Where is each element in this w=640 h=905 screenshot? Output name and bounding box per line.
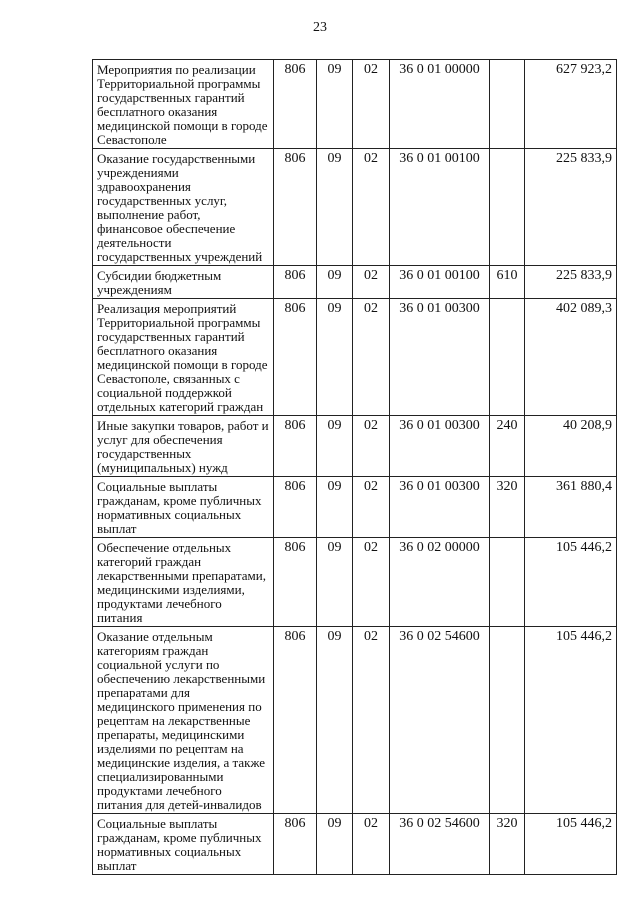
row-name: Социальные выплаты гражданам, кроме публичных нормативных социальных выплат <box>93 477 274 538</box>
row-grbs: 806 <box>274 538 317 627</box>
row-amount: 361 880,4 <box>525 477 617 538</box>
row-amount: 105 446,2 <box>525 627 617 814</box>
row-amount: 40 208,9 <box>525 416 617 477</box>
row-grbs: 806 <box>274 60 317 149</box>
budget-table <box>92 59 617 875</box>
row-expense-type <box>490 60 525 149</box>
row-subsection: 02 <box>353 627 390 814</box>
row-amount: 105 446,2 <box>525 538 617 627</box>
row-amount: 627 923,2 <box>525 60 617 149</box>
row-expense-type <box>490 538 525 627</box>
table-row <box>93 266 617 299</box>
row-target-article: 36 0 01 00000 <box>390 60 490 149</box>
row-name: Социальные выплаты гражданам, кроме публичных нормативных социальных выплат <box>93 814 274 875</box>
row-grbs: 806 <box>274 416 317 477</box>
row-name: Реализация мероприятий Территориальной программы государственных гарантий бесплатного оказания медицинской помощи в городе Севастополе, связанных с социальной поддержкой отдельных категорий граждан <box>93 299 274 416</box>
row-subsection: 02 <box>353 299 390 416</box>
row-subsection: 02 <box>353 416 390 477</box>
table-row <box>93 299 617 416</box>
row-target-article: 36 0 01 00300 <box>390 477 490 538</box>
table-row <box>93 149 617 266</box>
row-subsection: 02 <box>353 266 390 299</box>
row-expense-type: 320 <box>490 477 525 538</box>
row-amount: 402 089,3 <box>525 299 617 416</box>
row-name: Мероприятия по реализации Территориальной программы государственных гарантий бесплатного оказания медицинской помощи в городе Севастополе <box>93 60 274 149</box>
row-name: Субсидии бюджетным учреждениям <box>93 266 274 299</box>
row-name: Иные закупки товаров, работ и услуг для обеспечения государственных (муниципальных) нужд <box>93 416 274 477</box>
table-row <box>93 60 617 149</box>
row-name: Оказание государственными учреждениями здравоохранения государственных услуг, выполнение работ, финансовое обеспечение деятельности государственных учреждений <box>93 149 274 266</box>
table-row <box>93 538 617 627</box>
table-row <box>93 416 617 477</box>
row-section: 09 <box>317 627 353 814</box>
row-target-article: 36 0 02 54600 <box>390 814 490 875</box>
row-expense-type <box>490 149 525 266</box>
row-expense-type <box>490 299 525 416</box>
row-section: 09 <box>317 60 353 149</box>
row-grbs: 806 <box>274 627 317 814</box>
page-number: 23 <box>313 20 327 35</box>
row-grbs: 806 <box>274 477 317 538</box>
row-target-article: 36 0 01 00300 <box>390 416 490 477</box>
row-subsection: 02 <box>353 814 390 875</box>
row-grbs: 806 <box>274 266 317 299</box>
row-expense-type: 240 <box>490 416 525 477</box>
row-name: Оказание отдельным категориям граждан социальной услуги по обеспечению лекарственными препаратами для медицинского применения по рецептам на лекарственные препараты, медицинскими изделиями по рецептам на медицинские изделия, а также специализированными продуктами лечебного питания для детей-инвалидов <box>93 627 274 814</box>
row-grbs: 806 <box>274 149 317 266</box>
row-subsection: 02 <box>353 60 390 149</box>
row-amount: 225 833,9 <box>525 266 617 299</box>
row-name: Обеспечение отдельных категорий граждан лекарственными препаратами, медицинскими изделиями, продуктами лечебного питания <box>93 538 274 627</box>
row-amount: 225 833,9 <box>525 149 617 266</box>
row-subsection: 02 <box>353 149 390 266</box>
table-row <box>93 477 617 538</box>
table-row <box>93 814 617 875</box>
row-section: 09 <box>317 538 353 627</box>
row-section: 09 <box>317 149 353 266</box>
table-row <box>93 627 617 814</box>
row-subsection: 02 <box>353 477 390 538</box>
row-target-article: 36 0 01 00300 <box>390 299 490 416</box>
row-section: 09 <box>317 814 353 875</box>
row-section: 09 <box>317 477 353 538</box>
row-target-article: 36 0 02 00000 <box>390 538 490 627</box>
row-amount: 105 446,2 <box>525 814 617 875</box>
row-section: 09 <box>317 266 353 299</box>
row-target-article: 36 0 02 54600 <box>390 627 490 814</box>
row-target-article: 36 0 01 00100 <box>390 266 490 299</box>
row-expense-type: 610 <box>490 266 525 299</box>
row-grbs: 806 <box>274 299 317 416</box>
row-subsection: 02 <box>353 538 390 627</box>
row-expense-type: 320 <box>490 814 525 875</box>
row-section: 09 <box>317 416 353 477</box>
row-target-article: 36 0 01 00100 <box>390 149 490 266</box>
row-expense-type <box>490 627 525 814</box>
row-grbs: 806 <box>274 814 317 875</box>
row-section: 09 <box>317 299 353 416</box>
